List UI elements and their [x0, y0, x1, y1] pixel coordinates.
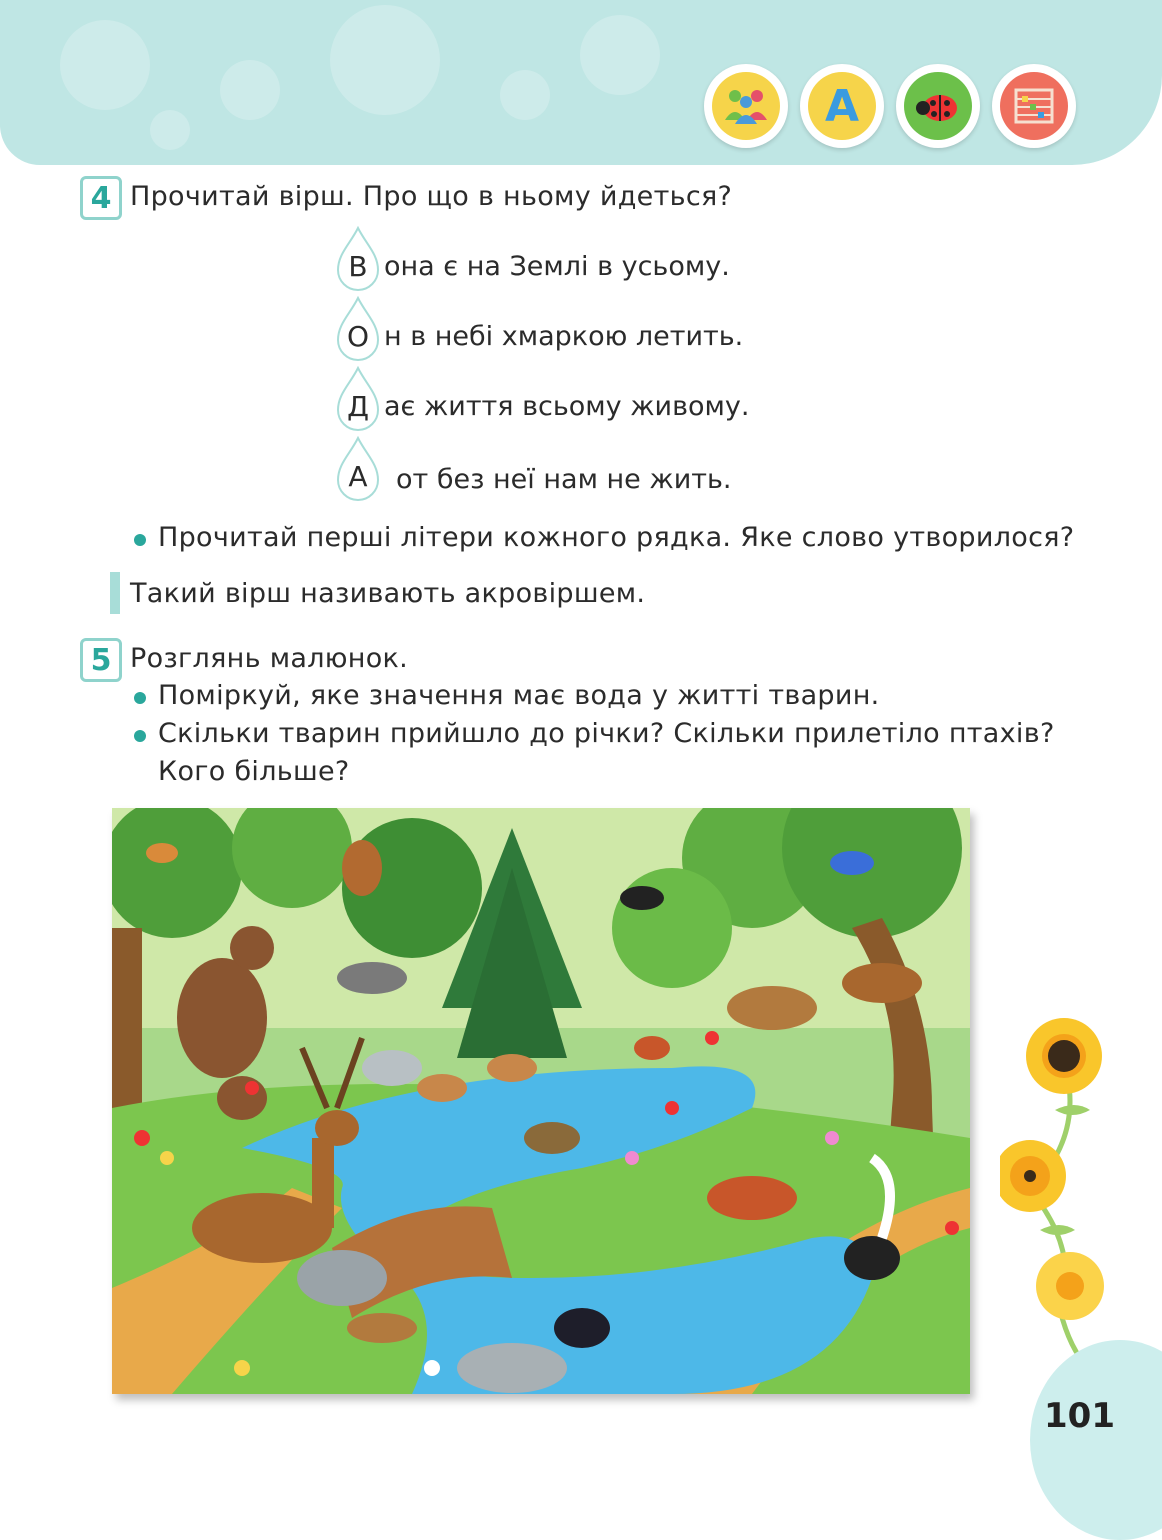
water-drop-icon: [336, 366, 380, 422]
page-header-band: [0, 0, 1162, 165]
task4-bullet: Прочитай перші літери кожного рядка. Яке слово утворилося?: [158, 522, 1075, 553]
ladybug-icon: [896, 64, 980, 148]
task4-note: Такий вірш називають акровіршем.: [130, 578, 646, 609]
task-number-4: 4: [80, 176, 122, 220]
bullet-dot: [134, 534, 146, 546]
note-bar: [110, 572, 120, 614]
abacus-icon: [992, 64, 1076, 148]
task5-bullet: Скільки тварин прийшло до річки? Скільки прилетіло птахів?: [158, 718, 1055, 749]
bullet-dot: [134, 692, 146, 704]
sunflower-decoration: [1000, 1010, 1140, 1370]
water-drop-icon: [336, 296, 380, 352]
task5-prompt: Розглянь малюнок.: [130, 643, 409, 674]
task-number-5: 5: [80, 638, 122, 682]
poem-initial: А: [348, 460, 368, 493]
task4-prompt: Прочитай вірш. Про що в ньому йдеться?: [130, 181, 733, 212]
water-drop-icon: [336, 226, 380, 282]
task5-bullet: Поміркуй, яке значення має вода у житті тварин.: [158, 680, 880, 711]
poem-initial: Д: [347, 390, 369, 423]
poem-line: ає життя всьому живому.: [384, 391, 750, 422]
bullet-dot: [134, 730, 146, 742]
page-number: 101: [1044, 1396, 1115, 1436]
poem-line: от без неї нам не жить.: [396, 464, 732, 495]
poem-initial: В: [348, 250, 368, 283]
forest-river-illustration: [112, 808, 970, 1394]
task5-bullet-continuation: Кого більше?: [158, 756, 350, 787]
poem-line: она є на Землі в усьому.: [384, 251, 730, 282]
poem-line: н в небі хмаркою летить.: [384, 321, 744, 352]
water-drop-icon: [336, 436, 380, 492]
group-work-icon: [704, 64, 788, 148]
poem-initial: О: [346, 320, 370, 353]
letter-a-icon: A: [800, 64, 884, 148]
